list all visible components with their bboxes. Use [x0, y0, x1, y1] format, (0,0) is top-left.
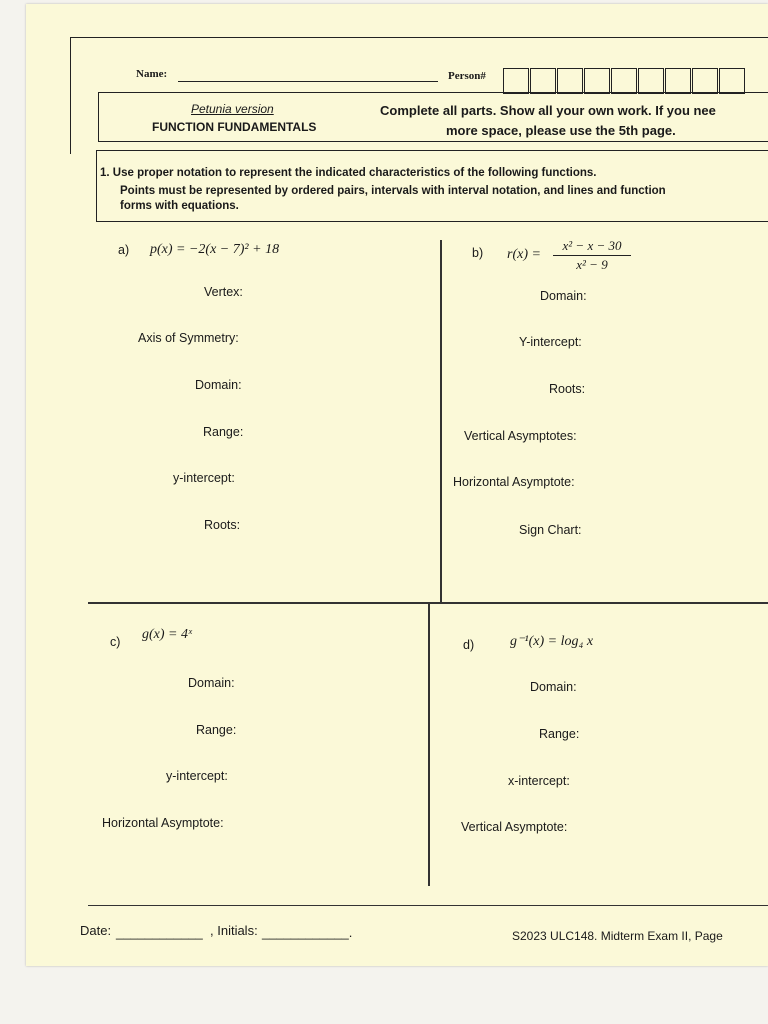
part-c-range: Range:: [196, 723, 237, 737]
part-d-function: g⁻¹(x) = log₄ x: [510, 634, 594, 649]
footer-rule: [88, 905, 768, 906]
part-c-domain: Domain:: [188, 676, 235, 690]
part-d-domain: Domain:: [530, 680, 577, 694]
question-line-3: forms with equations.: [120, 200, 239, 212]
initials-field[interactable]: ____________.: [262, 925, 353, 940]
instructions-line-1: Complete all parts. Show all your own work. If you nee: [380, 103, 716, 118]
part-c-y-intercept: y-intercept:: [166, 769, 228, 783]
part-b-horizontal-asymptote: Horizontal Asymptote:: [453, 475, 575, 489]
part-a-domain: Domain:: [195, 378, 242, 392]
part-a-axis: Axis of Symmetry:: [138, 331, 239, 345]
date-label: Date:: [80, 923, 112, 938]
instructions-line-2: more space, please use the 5th page.: [446, 123, 676, 138]
name-field[interactable]: [178, 81, 438, 82]
person-digit-box[interactable]: [557, 68, 583, 94]
part-b-y-intercept: Y-intercept:: [519, 335, 582, 349]
divider-vertical-bottom: [428, 604, 430, 886]
initials-label: , Initials:: [210, 923, 258, 938]
part-c-label: c): [110, 635, 121, 649]
person-digit-box[interactable]: [503, 68, 529, 94]
part-a-function: p(x) = −2(x − 7)² + 18: [150, 242, 280, 257]
part-a-vertex: Vertex:: [204, 285, 243, 299]
part-c-horizontal-asymptote: Horizontal Asymptote:: [102, 816, 224, 830]
person-digit-box[interactable]: [611, 68, 637, 94]
part-a-range: Range:: [203, 425, 244, 439]
part-b-roots: Roots:: [549, 382, 586, 396]
person-digit-box[interactable]: [530, 68, 556, 94]
part-b-numerator: x² − x − 30: [562, 238, 622, 253]
part-d-label: d): [463, 638, 475, 652]
person-digit-box[interactable]: [692, 68, 718, 94]
part-a-label: a): [118, 243, 130, 257]
divider-horizontal: [88, 602, 768, 604]
part-b-sign-chart: Sign Chart:: [519, 523, 582, 537]
question-line-2: Points must be represented by ordered pairs, intervals with interval notation, and lines and function: [120, 185, 666, 197]
person-digit-box[interactable]: [584, 68, 610, 94]
part-b-label: b): [472, 246, 484, 260]
person-digit-box[interactable]: [638, 68, 664, 94]
person-digit-box[interactable]: [665, 68, 691, 94]
divider-vertical-top: [440, 240, 442, 602]
part-b-denominator: x² − 9: [576, 257, 608, 272]
name-label: Name:: [136, 68, 168, 80]
date-field[interactable]: ____________: [116, 925, 203, 940]
part-b-vertical-asymptotes: Vertical Asymptotes:: [464, 429, 577, 443]
part-b-function-lhs: r(x) =: [507, 247, 541, 262]
part-d-range: Range:: [539, 727, 580, 741]
part-d-x-intercept: x-intercept:: [508, 774, 570, 788]
version-label: Petunia version: [191, 102, 274, 116]
part-a-y-intercept: y-intercept:: [173, 471, 235, 485]
part-b-domain: Domain:: [540, 289, 587, 303]
person-number-label: Person#: [448, 70, 486, 82]
question-line-1: 1. Use proper notation to represent the indicated characteristics of the following functions.: [100, 167, 597, 179]
course-page-label: S2023 ULC148. Midterm Exam II, Page: [512, 929, 723, 943]
exam-title: FUNCTION FUNDAMENTALS: [152, 120, 317, 134]
person-digit-box[interactable]: [719, 68, 745, 94]
part-c-function: g(x) = 4ˣ: [142, 627, 192, 642]
part-a-roots: Roots:: [204, 518, 241, 532]
part-d-vertical-asymptote: Vertical Asymptote:: [461, 820, 568, 834]
part-b-fraction-bar: [553, 255, 631, 256]
